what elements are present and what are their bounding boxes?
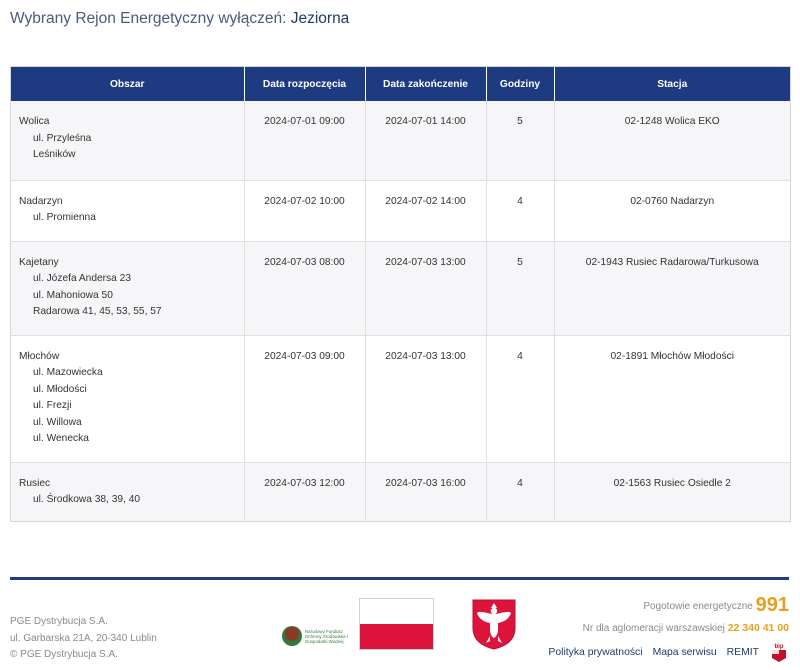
street: ul. Józefa Andersa 23	[33, 273, 131, 284]
table-row	[11, 180, 790, 241]
column-header-station: Stacja	[554, 67, 790, 101]
street: ul. Przyleśna	[33, 132, 92, 144]
street: ul. Wenecka	[33, 433, 89, 444]
area-cell	[11, 241, 244, 335]
area-name: Rusiec	[19, 477, 51, 489]
hours-cell: 4	[486, 462, 554, 521]
start-cell: 2024-07-03 09:00	[244, 335, 365, 462]
page-title-prefix: Wybrany Rejon Energetyczny wyłączeń:	[10, 10, 287, 27]
nfos-logo-text: Narodowy Fundusz Ochrony Środowiska i Gospodarki Wodnej	[305, 628, 348, 644]
copyright: © PGE Dystrybucja S.A.	[10, 649, 118, 660]
warsaw-line	[548, 618, 789, 639]
start-cell: 2024-07-03 08:00	[244, 241, 365, 335]
area-cell	[11, 101, 244, 180]
station-cell: 02-1943 Rusiec Radarowa/Turkusowa	[554, 241, 790, 335]
street: ul. Młodości	[33, 383, 87, 395]
start-cell: 2024-07-01 09:00	[244, 101, 365, 180]
bip-logo-text: bip	[774, 644, 784, 650]
area-cell	[11, 462, 244, 521]
street: ul. Środkowa 38, 39, 40	[33, 494, 141, 505]
footer-divider	[10, 577, 789, 580]
area-name: Wolica	[19, 116, 50, 127]
remit-link[interactable]: REMIT	[726, 646, 759, 658]
table-row	[11, 462, 790, 521]
area-cell	[11, 335, 244, 462]
street: Leśników	[33, 149, 76, 160]
column-header-end: Data zakończenie	[365, 67, 486, 101]
region-name: Jeziorna	[290, 10, 350, 27]
end-cell: 2024-07-03 13:00	[365, 335, 486, 462]
table-row	[11, 335, 790, 462]
table-row	[11, 101, 790, 180]
street: ul. Willowa	[33, 416, 82, 428]
sitemap-link[interactable]: Mapa serwisu	[652, 646, 717, 658]
end-cell: 2024-07-02 14:00	[365, 180, 486, 241]
warsaw-label: Nr dla aglomeracji warszawskiej	[582, 623, 725, 634]
polish-flag-icon[interactable]	[359, 598, 434, 650]
contact-info	[548, 594, 789, 663]
station-cell: 02-1891 Młochów Młodości	[554, 335, 790, 462]
area-name: Nadarzyn	[19, 195, 63, 207]
table-header-row	[11, 67, 790, 101]
end-cell: 2024-07-03 16:00	[365, 462, 486, 521]
hours-cell: 4	[486, 180, 554, 241]
street: ul. Frezji	[33, 400, 72, 411]
outage-table	[11, 67, 790, 521]
outage-table-container	[10, 66, 791, 522]
hours-cell: 5	[486, 101, 554, 180]
hours-cell: 5	[486, 241, 554, 335]
street: ul. Mahoniowa 50	[33, 289, 113, 301]
end-cell: 2024-07-01 14:00	[365, 101, 486, 180]
hours-cell: 4	[486, 335, 554, 462]
footer-links	[548, 641, 789, 663]
station-cell: 02-0760 Nadarzyn	[554, 180, 790, 241]
polish-eagle-emblem-icon[interactable]	[471, 598, 517, 650]
station-cell: 02-1563 Rusiec Osiedle 2	[554, 462, 790, 521]
company-info	[10, 614, 157, 664]
column-header-start: Data rozpoczęcia	[244, 67, 365, 101]
column-header-area: Obszar	[11, 67, 244, 101]
company-address: ul. Garbarska 21A, 20-340 Lublin	[10, 632, 157, 644]
warsaw-number[interactable]: 22 340 41 00	[727, 622, 789, 634]
station-cell: 02-1248 Wolica EKO	[554, 101, 790, 180]
start-cell: 2024-07-02 10:00	[244, 180, 365, 241]
column-header-hours: Godziny	[486, 67, 554, 101]
emergency-line	[548, 594, 789, 618]
street: Radarowa 41, 45, 53, 55, 57	[33, 306, 162, 317]
nfos-logo-link[interactable]	[282, 626, 349, 646]
area-name: Kajetany	[19, 256, 59, 268]
company-name: PGE Dystrybucja S.A.	[10, 616, 108, 627]
start-cell: 2024-07-03 12:00	[244, 462, 365, 521]
end-cell: 2024-07-03 13:00	[365, 241, 486, 335]
street: ul. Mazowiecka	[33, 367, 103, 378]
page-title	[10, 10, 349, 28]
emergency-label: Pogotowie energetyczne	[643, 601, 753, 612]
area-name: Młochów	[19, 350, 60, 362]
area-cell	[11, 180, 244, 241]
table-row	[11, 241, 790, 335]
nfos-logo-icon	[282, 626, 302, 646]
bip-logo-icon[interactable]	[769, 641, 789, 663]
privacy-policy-link[interactable]: Polityka prywatności	[548, 646, 643, 658]
street: ul. Promienna	[33, 212, 96, 223]
emergency-number[interactable]: 991	[755, 594, 789, 616]
